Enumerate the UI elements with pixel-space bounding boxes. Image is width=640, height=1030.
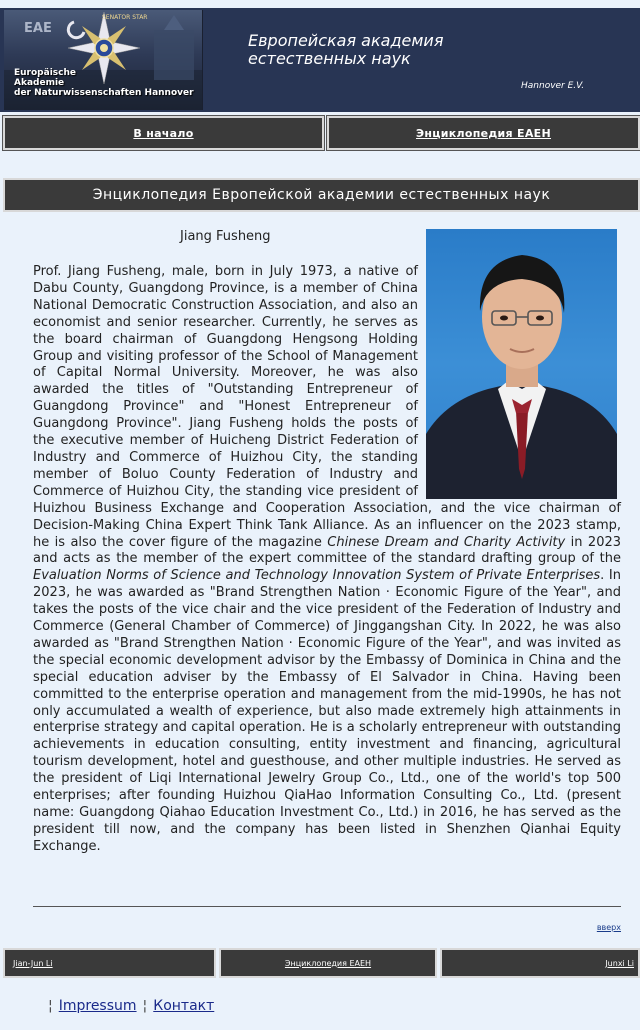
footer-separator: ¦ [48, 998, 53, 1014]
academy-logo[interactable] [4, 10, 203, 110]
encyclopedia-link[interactable]: Энциклопедия EAEH [219, 948, 437, 978]
logo-caption: Europäische Akademie der Naturwissenschaften Hannover [14, 68, 194, 98]
nav-encyclopedia-button[interactable]: Энциклопедия EAEH [327, 116, 640, 150]
prev-entry-link[interactable]: Jian-Jun Li [3, 948, 216, 978]
nav-home-button[interactable]: В начало [3, 116, 324, 150]
divider-line [33, 906, 621, 907]
bottom-nav [3, 948, 640, 978]
person-name: Jiang Fusheng [180, 229, 271, 244]
bio-part-2: in 2023 and acts as the member of the expert committee of the standard drafting group of the [33, 534, 622, 567]
bio-magazine-title: Chinese Dream and Charity Activity [327, 534, 566, 550]
logo-top-text: SENATOR STAR [102, 14, 148, 21]
contact-link[interactable]: Контакт [153, 998, 215, 1014]
section-title: Энциклопедия Европейской академии естественных наук [3, 178, 640, 212]
footer-separator: ¦ [142, 998, 148, 1014]
next-entry-link[interactable]: Junxi Li [440, 948, 640, 978]
site-header [0, 8, 640, 112]
bio-part-1: Prof. Jiang Fusheng, male, born in July 1973, a native of Dabu County, Guangdong Province, is a member of China National Democratic Construction Association, and also an economist and senior researcher. Currently, he serves as the board chairman of Guangdong Hengsong Holding Group and visiting professor of the School of Management of Capital Normal University. Moreover, he was also awarded the titles of "Outstanding Entrepreneur of Guangdong Province" and "Honest Entrepreneur of Guangdong Province". Jiang Fusheng holds the posts of the executive member of Huicheng District Federation of Industry and Commerce of Huizhou City, the standing member of Boluo County Federation of Industry and Commerce of Huizhou City, the standing vice president of Huizhou Business Exchange and Cooperation Association, and the vice chairman of Decision-Making China Expert Think Tank Alliance. As an influencer on the 2023 stamp, he is also the cover figure of the magazine [33, 264, 621, 550]
bio-part-3: . In 2023, he was awarded as "Brand Strengthen Nation · Economic Figure of the Year", and takes the posts of the vice chair and the vice president of the Federation of Industry and Commerce (General Chamber of Commerce) of Jinggangshan City. In 2022, he was also awarded as "Brand Strengthen Nation · Economic Figure of the Year", and was invited as the special economic development advisor by the Embassy of Dominica in China and the special education adviser by the Embassy of El Salvador in China. Having been committed to the enterprise operation and management from the mid-1990s, he has not only accumulated a wealth of experience, but also made extremely high attainments in enterprise strategy and capital operation. He is a scholarly entrepreneur with outstanding achievements in education consulting, entity investment and financing, agricultural tourism development, hotel and guesthouse, and other multiple industries. He served as the president of Liqi International Jewelry Group Co., Ltd., one of the world's top 500 enterprises; after founding Huizhou QiaHao Information Consulting Co., Ltd. (present name: Guangdong Qiahao Education Investment Co., Ltd.) in 2016, he has served as the president till now, and the company has been listed in Shenzhen Qianhai Equity Exchange. [33, 568, 621, 854]
impressum-link[interactable]: Impressum [58, 998, 137, 1014]
biography-text [33, 264, 621, 856]
main-nav [3, 116, 640, 150]
bio-standard-title: Evaluation Norms of Science and Technology Innovation System of Private Enterprises [33, 568, 601, 584]
footer-links [42, 998, 214, 1014]
svg-text:EAE: EAE [24, 21, 52, 36]
top-strip [0, 0, 640, 8]
photo-float-spacer [418, 264, 621, 500]
site-subtitle: Hannover E.V. [521, 81, 585, 91]
site-title: Европейская академия естественных наук [248, 31, 444, 68]
back-to-top-link[interactable]: вверх [596, 923, 621, 932]
